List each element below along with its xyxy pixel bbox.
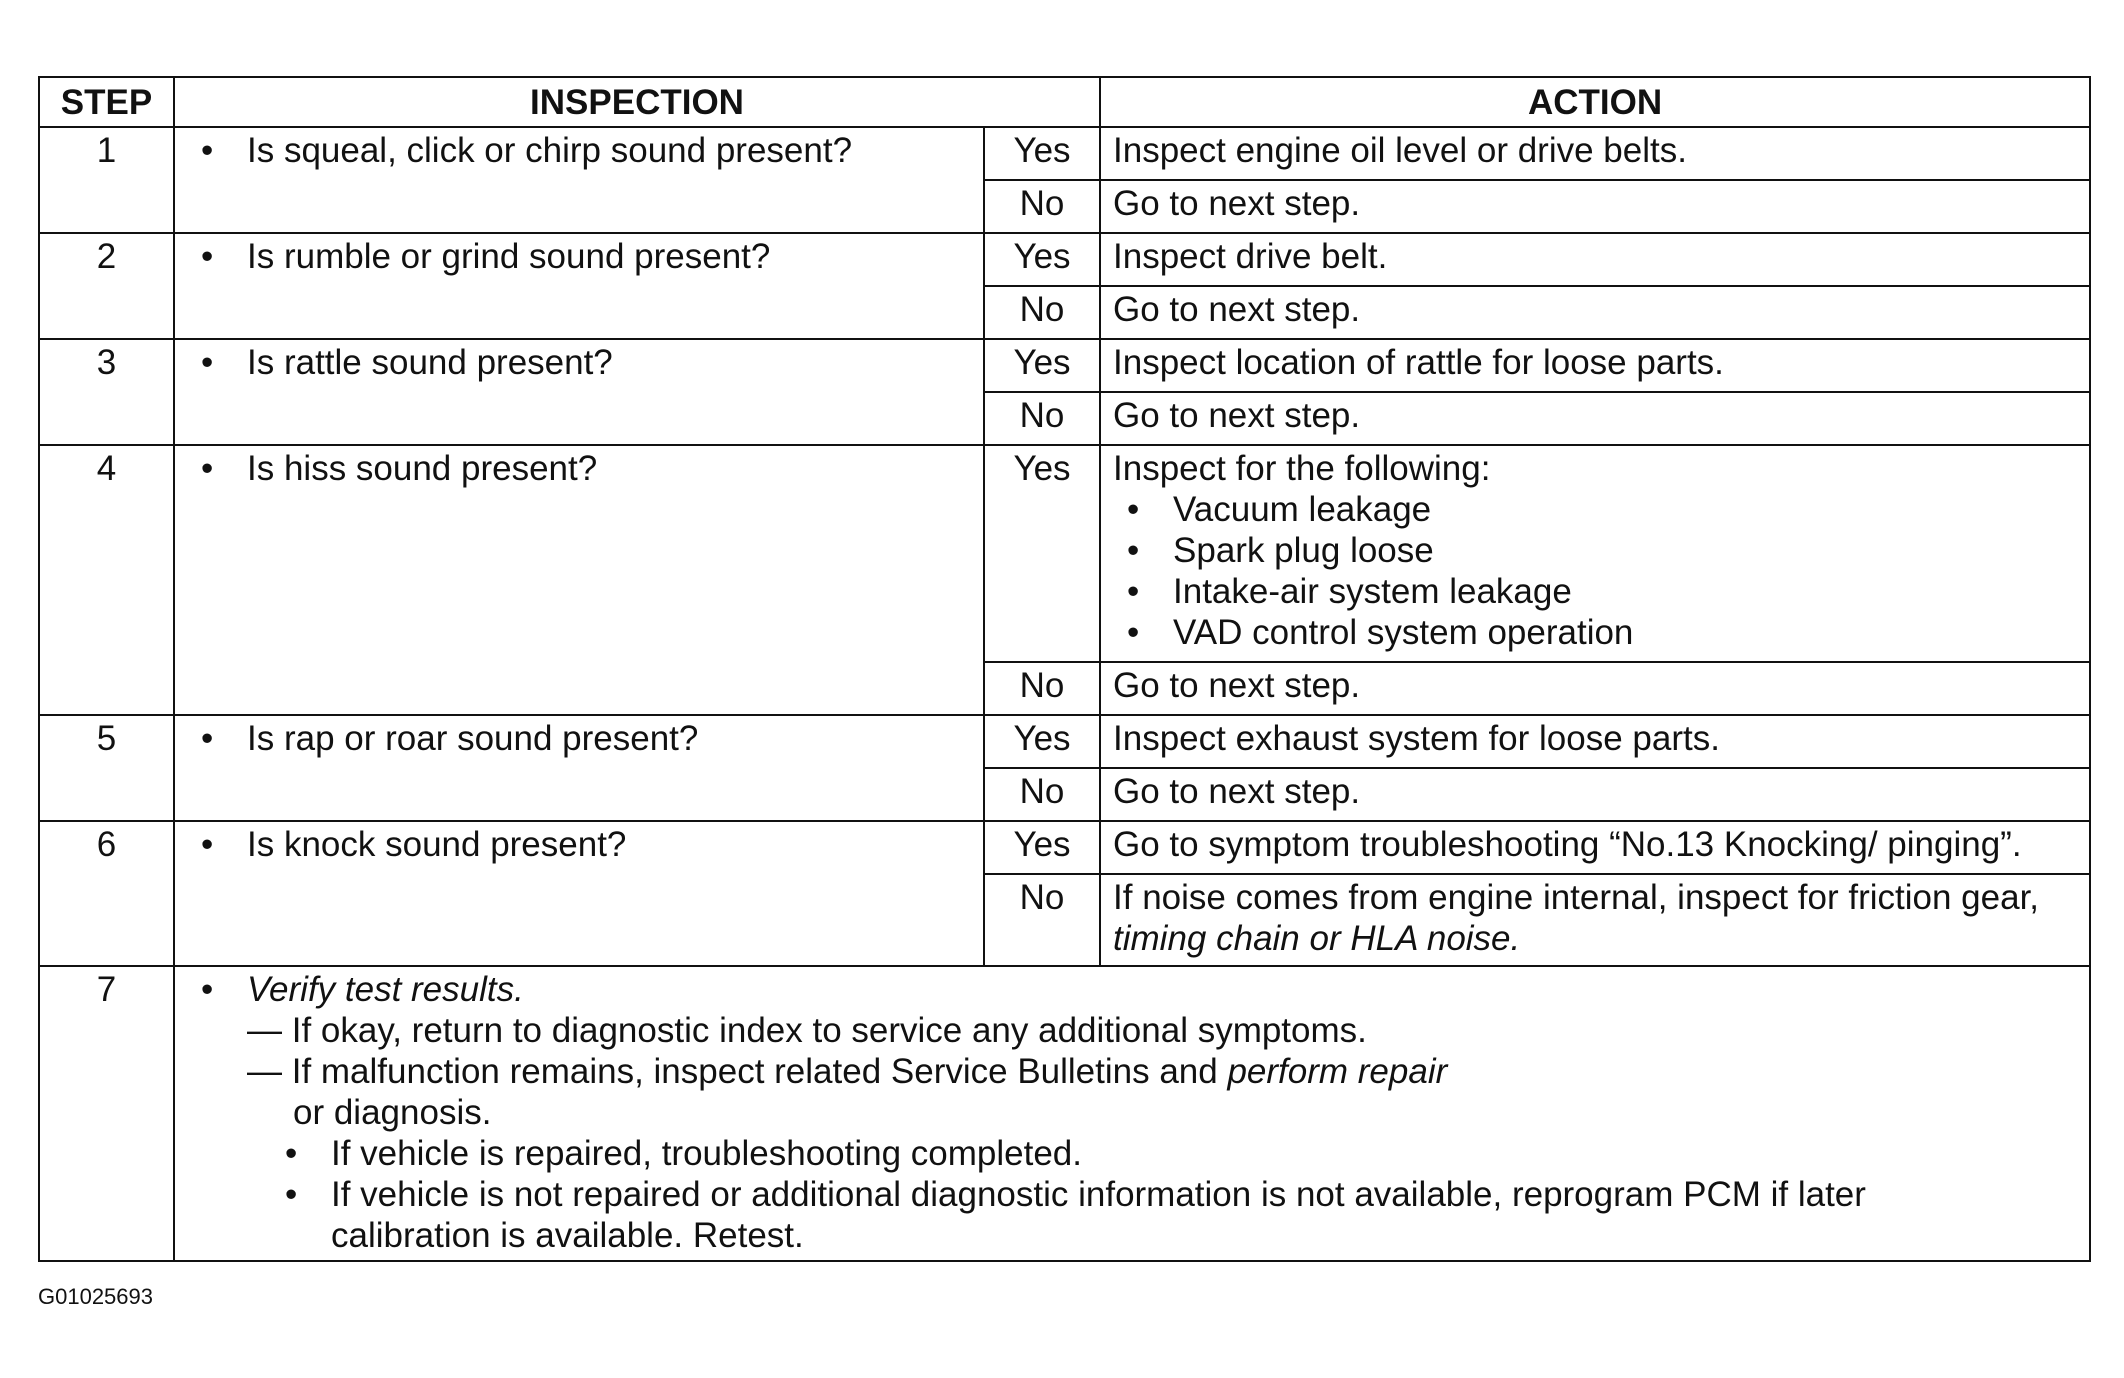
header-row <box>39 77 2090 127</box>
bullet-icon: • <box>201 343 214 382</box>
bullet-icon: • <box>201 970 214 1009</box>
step-7-okay-line: — If okay, return to diagnostic index to service any additional symptoms. <box>247 1011 1367 1050</box>
malfunction-text: — If malfunction remains, inspect related Service Bulletins and <box>247 1052 1228 1091</box>
step-7-content <box>174 966 2090 1261</box>
step-5-question-cell <box>174 715 984 821</box>
step-1-no-action: Go to next step. <box>1100 180 2090 233</box>
step-number: 2 <box>39 233 174 339</box>
list-item-text: Intake-air system leakage <box>1173 572 1572 611</box>
list-item <box>175 1174 2089 1215</box>
yes-label: Yes <box>984 127 1100 180</box>
no-label: No <box>984 874 1100 966</box>
step-3-question: Is rattle sound present? <box>247 343 613 382</box>
step-1-question-cell <box>174 127 984 233</box>
step-3-question-cell <box>174 339 984 445</box>
no-label: No <box>984 662 1100 715</box>
no-label: No <box>984 180 1100 233</box>
header-inspection: INSPECTION <box>174 77 1100 127</box>
yes-label: Yes <box>984 715 1100 768</box>
step-4-yes-row <box>39 445 2090 662</box>
figure-id: G01025693 <box>38 1284 153 1309</box>
step-7-malfunction-line-cont: or diagnosis. <box>293 1093 492 1132</box>
step-5-question: Is rap or roar sound present? <box>247 719 699 758</box>
list-item <box>175 1133 2089 1174</box>
step-6-question: Is knock sound present? <box>247 825 627 864</box>
step-1-yes-row <box>39 127 2090 180</box>
list-item-continuation <box>175 1215 2089 1256</box>
step-5-no-action: Go to next step. <box>1100 768 2090 821</box>
step-6-no-action-line-2: timing chain or HLA noise. <box>1113 919 1521 958</box>
step-6-question-cell <box>174 821 984 966</box>
malfunction-italic-text: perform repair <box>1227 1052 1448 1091</box>
step-7-malfunction-line <box>175 1051 2089 1092</box>
step-5-yes-row <box>39 715 2090 768</box>
inspect-items-list <box>1113 489 2079 653</box>
step-number: 3 <box>39 339 174 445</box>
no-label: No <box>984 392 1100 445</box>
not-repaired-text-cont: calibration is available. Retest. <box>331 1216 804 1255</box>
step-2-question-cell <box>174 233 984 339</box>
step-2-question: Is rumble or grind sound present? <box>247 237 771 276</box>
step-number: 4 <box>39 445 174 715</box>
step-4-yes-action-cell <box>1100 445 2090 662</box>
list-item <box>1113 489 2079 530</box>
step-1-yes-action: Inspect engine oil level or drive belts. <box>1100 127 2090 180</box>
bullet-icon: • <box>1127 531 1140 570</box>
bullet-icon: • <box>285 1175 298 1214</box>
bullet-icon: • <box>285 1134 298 1173</box>
yes-label: Yes <box>984 821 1100 874</box>
step-4-question: Is hiss sound present? <box>247 449 598 488</box>
step-2-no-action: Go to next step. <box>1100 286 2090 339</box>
step-6-no-action-cell <box>1100 874 2090 966</box>
yes-label: Yes <box>984 339 1100 392</box>
step-number: 1 <box>39 127 174 233</box>
list-item-text: Spark plug loose <box>1173 531 1434 570</box>
step-number: 5 <box>39 715 174 821</box>
step-number: 6 <box>39 821 174 966</box>
header-action: ACTION <box>1100 77 2090 127</box>
bullet-icon: • <box>201 719 214 758</box>
no-label: No <box>984 768 1100 821</box>
step-6-yes-action: Go to symptom troubleshooting “No.13 Knocking/ pinging”. <box>1100 821 2090 874</box>
step-7-title: Verify test results. <box>247 970 524 1009</box>
list-item <box>1113 530 2079 571</box>
step-6-no-action-line-1: If noise comes from engine internal, inspect for friction gear, <box>1113 878 2040 917</box>
step-4-no-action: Go to next step. <box>1100 662 2090 715</box>
bullet-icon: • <box>1127 572 1140 611</box>
yes-label: Yes <box>984 233 1100 286</box>
no-label: No <box>984 286 1100 339</box>
step-6-yes-row <box>39 821 2090 874</box>
not-repaired-text: If vehicle is not repaired or additional diagnostic information is not available, reprogram PCM if later <box>331 1175 1866 1214</box>
step-4-yes-action: Inspect for the following: <box>1113 449 1491 488</box>
bullet-icon: • <box>1127 490 1140 529</box>
bullet-icon: • <box>201 131 214 170</box>
bullet-icon: • <box>201 237 214 276</box>
step-1-question: Is squeal, click or chirp sound present? <box>247 131 853 170</box>
step-3-yes-action: Inspect location of rattle for loose parts. <box>1100 339 2090 392</box>
list-item <box>1113 612 2079 653</box>
repaired-text: If vehicle is repaired, troubleshooting completed. <box>331 1134 1082 1173</box>
step-5-yes-action: Inspect exhaust system for loose parts. <box>1100 715 2090 768</box>
step-4-question-cell <box>174 445 984 715</box>
list-item-text: Vacuum leakage <box>1173 490 1432 529</box>
list-item-text: VAD control system operation <box>1173 613 1634 652</box>
troubleshooting-table <box>38 76 2091 1262</box>
step-2-yes-row <box>39 233 2090 286</box>
bullet-icon: • <box>201 449 214 488</box>
step-3-no-action: Go to next step. <box>1100 392 2090 445</box>
step-7-row <box>39 966 2090 1261</box>
bullet-icon: • <box>201 825 214 864</box>
step-2-yes-action: Inspect drive belt. <box>1100 233 2090 286</box>
list-item <box>1113 571 2079 612</box>
step-3-yes-row <box>39 339 2090 392</box>
bullet-icon: • <box>1127 613 1140 652</box>
step-number: 7 <box>39 966 174 1261</box>
header-step: STEP <box>39 77 174 127</box>
yes-label: Yes <box>984 445 1100 662</box>
